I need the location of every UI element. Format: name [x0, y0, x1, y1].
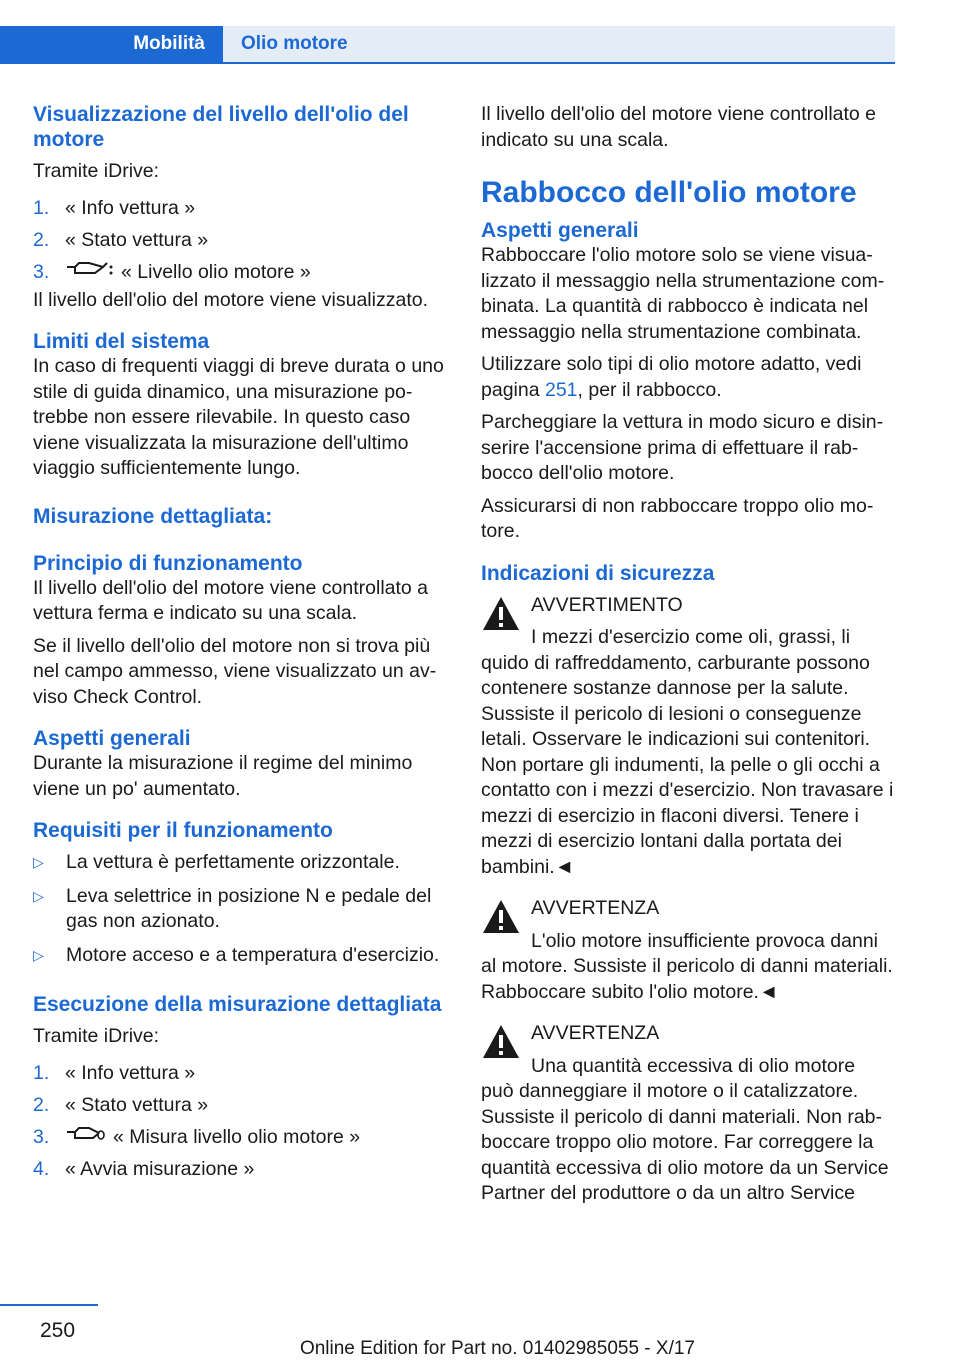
footer-rule [0, 1304, 98, 1306]
warning-block [481, 896, 899, 1005]
intro-text: Tramite iDrive: [33, 1025, 160, 1047]
paragraph: Utilizzare solo tipi di olio motore adatto, vedi pagina 251, per il rabbocco. [481, 353, 862, 401]
oil-measure-icon [65, 1121, 105, 1153]
list-item: 3. « Misura livello olio motore » [33, 1121, 451, 1153]
section-title-requisiti: Requisiti per il funzionamento [33, 819, 333, 842]
section-title-aspetti: Aspetti generali [33, 727, 191, 750]
page-number: 250 [40, 1319, 76, 1342]
paragraph: Il livello dell'olio del motore viene controllato e indicato su una scala. [481, 103, 877, 151]
warning-text: al motore. Sussiste il pericolo di danni materiali. Rabboccare subito l'olio motore.◄ [481, 955, 893, 1003]
warning-triangle-icon [481, 898, 521, 936]
section-title-misurazione: Misurazione dettagliata: [33, 504, 273, 528]
section-title-visualizzazione: Visualizzazione del livello dell'olio del motore [33, 103, 409, 151]
paragraph: Durante la misurazione il regime del minimo viene un po' aumentato. [33, 752, 413, 800]
warning-triangle-icon [481, 595, 521, 633]
warning-text: Una quantità eccessiva di olio motore [531, 1054, 856, 1077]
tab-olio-motore[interactable]: Olio motore [223, 26, 895, 62]
section-title-limiti: Limiti del sistema [33, 330, 210, 353]
requirements-list [33, 850, 451, 968]
idrive-steps-list [33, 192, 451, 288]
result-text: Il livello dell'olio del motore viene visualizzato. [33, 288, 428, 311]
list-item: 2. « Stato vettura » [33, 228, 209, 251]
paragraph: Il livello dell'olio del motore viene controllato a vettura ferma e indicato su una scala. [33, 576, 429, 624]
section-title-sicurezza: Indicazioni di sicurezza [481, 561, 715, 585]
triangle-bullet-icon: ▷ [33, 887, 44, 904]
page-link[interactable]: 251 [544, 378, 578, 401]
warning-title: AVVERTENZA [531, 1022, 660, 1044]
warning-text: L'olio motore insufficiente provoca danni [531, 929, 878, 952]
oil-level-icon [65, 256, 113, 288]
list-item: 2. « Stato vettura » [33, 1093, 209, 1116]
list-item: 1. « Info vettura » [33, 196, 196, 219]
left-column [33, 102, 451, 1185]
warning-title: AVVERTENZA [531, 897, 660, 919]
intro-text: Tramite iDrive: [33, 160, 160, 182]
paragraph: Se il livello dell'olio del motore non si trova più nel campo ammesso, viene visualizzato un avviso Check Control. [33, 634, 437, 708]
warning-title: AVVERTIMENTO [531, 593, 683, 616]
warning-text: può danneggiare il motore o il catalizzatore. Sussiste il pericolo di danni materiali. Non rabboccare troppo olio motore. Far correggere la quantità eccessiva di olio motore da un Service Partner del produttore o da un altro Service [481, 1080, 889, 1204]
right-column [481, 102, 899, 1207]
warning-block [481, 593, 899, 881]
section-title-principio: Principio di funzionamento [33, 551, 303, 575]
list-item: ▷ Leva selettrice in posizione N e pedale del gas non azionato. [33, 884, 432, 932]
triangle-bullet-icon: ▷ [33, 854, 44, 870]
chapter-title-rabbocco: Rabbocco dell'olio motore [481, 176, 857, 209]
warning-block [481, 1021, 899, 1207]
triangle-bullet-icon: ▷ [33, 946, 44, 963]
section-title-esecuzione: Esecuzione della misurazione dettagliata [33, 993, 442, 1016]
header-tabs [0, 26, 895, 64]
paragraph: Parcheggiare la vettura in modo sicuro e disinserire l'accensione prima di effettuare il rabbocco dell'olio motore. [481, 411, 884, 484]
warning-triangle-icon [481, 1023, 521, 1061]
paragraph: Assicurarsi di non rabboccare troppo olio motore. [481, 494, 874, 542]
list-item: ▷ Motore acceso e a temperatura d'esercizio. [33, 943, 451, 969]
paragraph: Rabboccare l'olio motore solo se viene visualizzato il messaggio nella strumentazione combinata. La quantità di rabbocco è indicata nel messaggio nella strumentazione combinata. [481, 244, 885, 343]
list-item: 3. « Livello olio motore » [33, 256, 451, 288]
list-item: 4. « Avvia misurazione » [33, 1157, 255, 1180]
paragraph: In caso di frequenti viaggi di breve durata o uno stile di guida dinamico, una misurazione potrebbe non essere rilevabile. In questo caso viene visualizzata la misurazione dell'ultimo viaggio sufficientemente lungo. [33, 355, 444, 479]
measurement-steps-list [33, 1057, 451, 1185]
warning-text: I mezzi d'esercizio come oli, grassi, li [531, 626, 851, 648]
edition-text: Online Edition for Part no. 01402985055 - X/17 [299, 1338, 695, 1359]
section-title-aspetti-generali: Aspetti generali [481, 219, 639, 242]
list-item: ▷ La vettura è perfettamente orizzontale. [33, 850, 451, 876]
tab-mobilita[interactable]: Mobilità [0, 26, 223, 62]
list-item: 1. « Info vettura » [33, 1061, 196, 1084]
warning-text: quido di raffreddamento, carburante possono contenere sostanze dannose per la salute. Sussiste il pericolo di lesioni o conseguenze letali. Osservare le indicazioni sui contenitori. Non portare gli indumenti, la pelle o gli occhi a contatto con i mezzi d'esercizio. Non travasare i mezzi di esercizio in flaconi diversi. Tenere i mezzi di esercizio lontani dalla portata dei bambini.◄ [481, 651, 894, 878]
